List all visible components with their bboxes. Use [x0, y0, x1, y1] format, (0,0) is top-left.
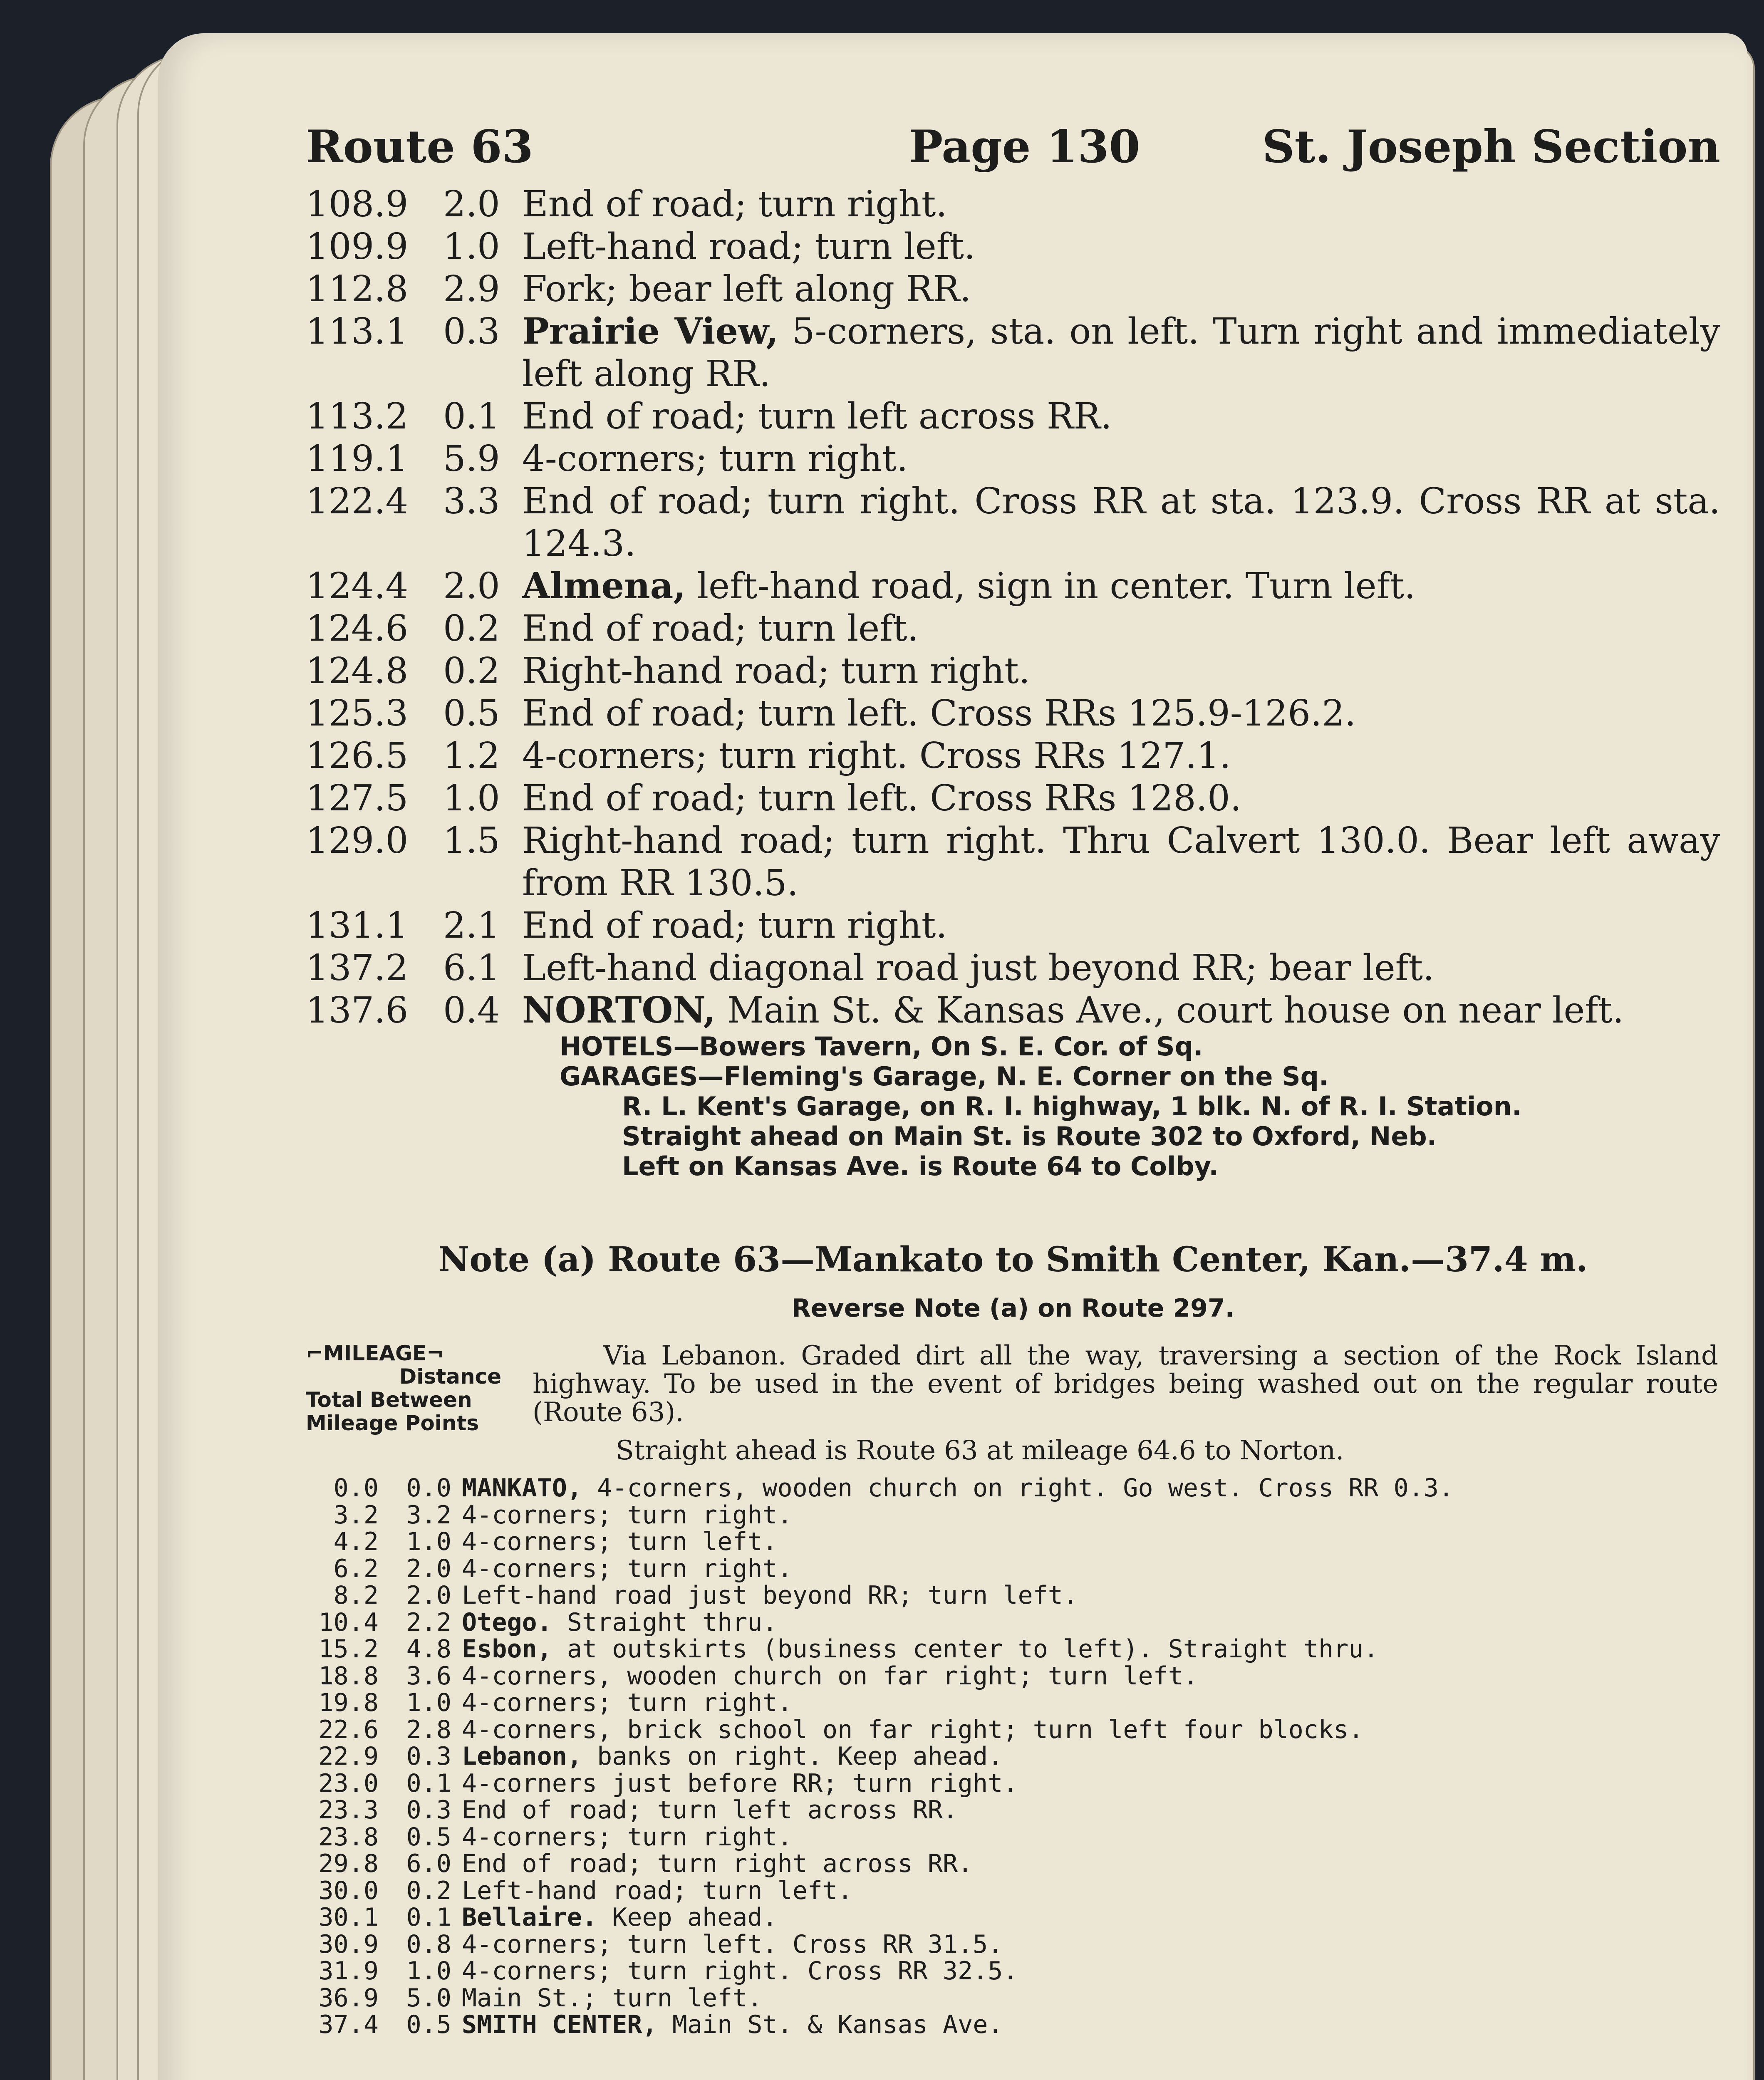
row-text: 4-corners, brick school on far right; turn left four blocks. [462, 1715, 1364, 1744]
norton-detail: GARAGES—Fleming's Garage, N. E. Corner on the Sq. [560, 1061, 1329, 1092]
row-distance: 2.0 [406, 1581, 451, 1610]
page-header [306, 121, 1720, 175]
route-row [306, 438, 1720, 480]
row-direction [462, 1689, 1720, 1716]
row-direction [462, 1797, 1720, 1824]
norton-detail: R. L. Kent's Garage, on R. I. highway, 1 blk. N. of R. I. Station. [622, 1091, 1522, 1122]
note-row [306, 1609, 1720, 1636]
row-distance: 0.3 [443, 311, 500, 352]
row-mileage: 30.0 [318, 1876, 379, 1905]
row-text: 4-corners, wooden church on far right; turn left. [462, 1661, 1199, 1691]
row-mileage: 119.1 [306, 438, 409, 480]
row-direction [462, 1609, 1720, 1636]
route-row [306, 183, 1720, 225]
row-distance: 0.4 [443, 990, 500, 1031]
route-row [306, 947, 1720, 989]
row-text: End of road; turn left. [522, 608, 919, 649]
row-distance: 6.0 [406, 1849, 451, 1878]
row-text: Left-hand diagonal road just beyond RR; bear left. [522, 947, 1434, 989]
note-row [306, 1850, 1720, 1877]
row-direction [462, 1985, 1720, 2012]
row-text: at outskirts (business center to left). Straight thru. [552, 1634, 1379, 1664]
note-row [306, 1636, 1720, 1663]
row-place: Lebanon, [462, 1742, 582, 1771]
row-text: Left-hand road; turn left. [462, 1876, 853, 1905]
row-distance: 1.2 [443, 735, 500, 777]
row-direction [522, 480, 1720, 565]
row-direction [462, 1877, 1720, 1904]
route-row [306, 310, 1720, 395]
row-text: End of road; turn left across RR. [462, 1795, 958, 1825]
note-row [306, 1958, 1720, 1985]
row-mileage: 113.1 [306, 311, 409, 352]
row-distance: 1.0 [406, 1956, 451, 1986]
row-mileage: 30.9 [318, 1929, 379, 1959]
row-text: End of road; turn left. Cross RRs 128.0. [522, 778, 1242, 819]
mileage-key [306, 1342, 501, 1435]
row-distance: 1.0 [443, 226, 500, 267]
row-distance: 0.2 [406, 1876, 451, 1905]
row-direction [462, 1850, 1720, 1877]
route-row [306, 692, 1720, 735]
row-mileage: 124.4 [306, 565, 409, 607]
row-distance: 2.9 [443, 268, 500, 310]
row-distance: 0.3 [406, 1795, 451, 1825]
row-mileage: 129.0 [306, 820, 409, 862]
row-direction [522, 904, 1720, 947]
mileage-key-label: ⌐MILEAGE¬ [306, 1341, 444, 1365]
note-reverse: Reverse Note (a) on Route 297. [791, 1294, 1235, 1323]
page-number: Page 130 [909, 121, 1140, 173]
row-place: NORTON, [522, 989, 716, 1031]
route-title: Route 63 [306, 121, 533, 173]
row-text: 4-corners just before RR; turn right. [462, 1768, 1018, 1798]
row-direction [522, 438, 1720, 480]
row-text: Left-hand road; turn left. [522, 226, 976, 267]
note-row [306, 2011, 1720, 2038]
note-title: Note (a) Route 63—Mankato to Smith Center, Kan.—37.4 m. [438, 1240, 1588, 1280]
row-distance: 1.5 [443, 820, 500, 862]
row-direction [462, 1502, 1720, 1529]
row-direction [462, 1555, 1720, 1582]
row-distance: 0.5 [406, 1822, 451, 1852]
row-direction [522, 225, 1720, 268]
row-mileage: 10.4 [318, 1607, 379, 1637]
row-mileage: 127.5 [306, 778, 409, 819]
row-direction [462, 1743, 1720, 1770]
row-text: 4-corners; turn right. [462, 1554, 793, 1583]
route-row [306, 225, 1720, 268]
row-text: 4-corners; turn right. [462, 1688, 793, 1717]
note-description: Via Lebanon. Graded dirt all the way, traversing a section of the Rock Island highway. To be used in the event of bridges being washed out on the regular route (Route 63). [533, 1340, 1718, 1428]
row-mileage: 113.2 [306, 396, 409, 437]
row-mileage: 137.6 [306, 990, 409, 1031]
route-row [306, 904, 1720, 947]
row-text: Keep ahead. [597, 1903, 778, 1932]
row-mileage: 109.9 [306, 226, 409, 267]
row-direction [522, 310, 1720, 395]
row-distance: 2.8 [406, 1715, 451, 1744]
row-distance: 0.5 [443, 693, 500, 734]
route-row [306, 268, 1720, 310]
row-text: Main St.; turn left. [462, 1983, 763, 2013]
row-text: Right-hand road; turn right. [522, 650, 1031, 692]
note-row [306, 1528, 1720, 1555]
row-direction [522, 565, 1720, 607]
note-row [306, 1904, 1720, 1931]
row-place: Almena, [522, 565, 686, 607]
row-text: End of road; turn right. [522, 905, 947, 946]
row-direction [462, 1663, 1720, 1690]
row-place: Esbon, [462, 1634, 552, 1664]
note-row [306, 1475, 1720, 1502]
row-direction [462, 1716, 1720, 1743]
row-text: Left-hand road just beyond RR; turn left. [462, 1581, 1078, 1610]
row-mileage: 22.9 [318, 1742, 379, 1771]
note-row [306, 1555, 1720, 1582]
row-mileage: 122.4 [306, 480, 409, 522]
row-distance: 0.1 [443, 396, 500, 437]
row-mileage: 137.2 [306, 947, 409, 989]
row-direction [522, 607, 1720, 650]
route-log [306, 183, 1720, 1181]
row-distance: 4.8 [406, 1634, 451, 1664]
row-mileage: 37.4 [318, 2010, 379, 2039]
row-direction [522, 650, 1720, 692]
row-mileage: 126.5 [306, 735, 409, 777]
row-place: Otego. [462, 1607, 552, 1637]
row-text: 4-corners; turn right. [462, 1822, 793, 1852]
row-text: End of road; turn left across RR. [522, 396, 1112, 437]
row-distance: 2.0 [406, 1554, 451, 1583]
note-row [306, 1824, 1720, 1851]
row-direction [522, 395, 1720, 438]
row-place: SMITH CENTER, [462, 2010, 657, 2039]
row-text: 4-corners; turn left. Cross RR 31.5. [462, 1929, 1003, 1959]
route-row [306, 735, 1720, 777]
row-direction [462, 1958, 1720, 1985]
row-mileage: 19.8 [318, 1688, 379, 1717]
row-distance: 5.0 [406, 1983, 451, 2013]
row-mileage: 15.2 [318, 1634, 379, 1664]
row-mileage: 31.9 [318, 1956, 379, 1986]
row-distance: 6.1 [443, 947, 500, 989]
row-distance: 2.0 [443, 183, 500, 225]
row-mileage: 3.2 [333, 1500, 379, 1530]
section-title: St. Joseph Section [1262, 121, 1720, 173]
note-row [306, 1797, 1720, 1824]
row-mileage: 124.8 [306, 650, 409, 692]
norton-detail: Left on Kansas Ave. is Route 64 to Colby. [622, 1151, 1219, 1181]
norton-detail: HOTELS—Bowers Tavern, On S. E. Cor. of Sq. [560, 1031, 1203, 1062]
note-straight: Straight ahead is Route 63 at mileage 64.6 to Norton. [616, 1435, 1344, 1466]
row-mileage: 6.2 [333, 1554, 379, 1583]
route-row [306, 565, 1720, 607]
route-row [306, 395, 1720, 438]
route-row [306, 989, 1720, 1032]
row-distance: 3.6 [406, 1661, 451, 1691]
mileage-key-points: Mileage Points [306, 1411, 479, 1435]
row-mileage: 4.2 [333, 1527, 379, 1556]
row-mileage: 125.3 [306, 693, 409, 734]
note-row [306, 1877, 1720, 1904]
row-direction [462, 1824, 1720, 1851]
route-row [306, 650, 1720, 692]
row-text: Right-hand road; turn right. Thru Calvert 130.0. Bear left away from RR 130.5. [522, 820, 1720, 904]
row-direction [462, 1904, 1720, 1931]
row-place: Prairie View, [522, 310, 779, 352]
row-direction [462, 1770, 1720, 1797]
row-text: End of road; turn right. Cross RR at sta. 123.9. Cross RR at sta. 124.3. [522, 480, 1720, 565]
row-direction [522, 735, 1720, 777]
note-row [306, 1931, 1720, 1958]
row-direction [522, 947, 1720, 989]
note-mileage-list [306, 1475, 1720, 2038]
row-text: End of road; turn right. [522, 183, 947, 225]
row-mileage: 29.8 [318, 1849, 379, 1878]
row-direction [462, 1475, 1720, 1502]
note-row [306, 1716, 1720, 1743]
row-distance: 2.0 [443, 565, 500, 607]
row-mileage: 131.1 [306, 905, 409, 946]
row-mileage: 18.8 [318, 1661, 379, 1691]
row-mileage: 23.3 [318, 1795, 379, 1825]
row-text: 4-corners; turn right. [462, 1500, 793, 1530]
row-distance: 0.0 [406, 1473, 451, 1503]
row-text: Main St. & Kansas Ave. [657, 2010, 1003, 2039]
row-mileage: 30.1 [318, 1903, 379, 1932]
row-text: 4-corners; turn right. Cross RRs 127.1. [522, 735, 1231, 777]
row-distance: 1.0 [406, 1688, 451, 1717]
note-row [306, 1985, 1720, 2012]
row-direction [462, 2011, 1720, 2038]
row-mileage: 112.8 [306, 268, 409, 310]
row-place: MANKATO, [462, 1473, 582, 1503]
row-direction [522, 989, 1720, 1032]
row-text: Straight thru. [552, 1607, 778, 1637]
row-distance: 0.5 [406, 2010, 451, 2039]
row-distance: 1.0 [406, 1527, 451, 1556]
row-mileage: 0.0 [333, 1473, 379, 1503]
note-row [306, 1770, 1720, 1797]
row-text: Main St. & Kansas Ave., court house on near left. [716, 990, 1624, 1031]
row-direction [522, 268, 1720, 310]
row-mileage: 8.2 [333, 1581, 379, 1610]
route-row [306, 607, 1720, 650]
note-row [306, 1663, 1720, 1690]
mileage-key-distance: Distance [399, 1364, 501, 1389]
row-text: Fork; bear left along RR. [522, 268, 971, 310]
row-text: 5-corners, sta. on left. Turn right and immediately left along RR. [522, 311, 1720, 395]
norton-detail: Straight ahead on Main St. is Route 302 to Oxford, Neb. [622, 1121, 1437, 1151]
row-direction [462, 1636, 1720, 1663]
row-direction [462, 1528, 1720, 1555]
row-direction [522, 692, 1720, 735]
row-text: 4-corners; turn right. Cross RR 32.5. [462, 1956, 1018, 1986]
row-direction [522, 820, 1720, 904]
note-row [306, 1582, 1720, 1609]
row-direction [462, 1931, 1720, 1958]
row-direction [462, 1582, 1720, 1609]
row-distance: 3.3 [443, 480, 500, 522]
row-distance: 2.1 [443, 905, 500, 946]
note-row [306, 1689, 1720, 1716]
row-distance: 1.0 [443, 778, 500, 819]
row-mileage: 124.6 [306, 608, 409, 649]
row-mileage: 23.8 [318, 1822, 379, 1852]
row-text: 4-corners; turn right. [522, 438, 908, 480]
route-row [306, 480, 1720, 565]
row-text: End of road; turn left. Cross RRs 125.9-126.2. [522, 693, 1356, 734]
row-direction [522, 777, 1720, 820]
row-distance: 3.2 [406, 1500, 451, 1530]
row-distance: 5.9 [443, 438, 500, 480]
row-distance: 0.1 [406, 1903, 451, 1932]
row-direction [522, 183, 1720, 225]
row-mileage: 23.0 [318, 1768, 379, 1798]
row-text: banks on right. Keep ahead. [582, 1742, 1003, 1771]
row-text: left-hand road, sign in center. Turn left. [686, 565, 1416, 607]
row-distance: 0.1 [406, 1768, 451, 1798]
row-mileage: 22.6 [318, 1715, 379, 1744]
row-mileage: 108.9 [306, 183, 409, 225]
row-place: Bellaire. [462, 1903, 597, 1932]
row-text: 4-corners; turn left. [462, 1527, 778, 1556]
row-mileage: 36.9 [318, 1983, 379, 2013]
route-row [306, 777, 1720, 820]
note-row [306, 1502, 1720, 1529]
row-distance: 0.2 [443, 650, 500, 692]
row-distance: 0.8 [406, 1929, 451, 1959]
row-distance: 0.2 [443, 608, 500, 649]
row-text: End of road; turn right across RR. [462, 1849, 973, 1878]
row-distance: 0.3 [406, 1742, 451, 1771]
mileage-key-total: Total Between [306, 1388, 472, 1412]
row-distance: 2.2 [406, 1607, 451, 1637]
route-row [306, 820, 1720, 904]
row-text: 4-corners, wooden church on right. Go west. Cross RR 0.3. [582, 1473, 1454, 1503]
note-row [306, 1743, 1720, 1770]
